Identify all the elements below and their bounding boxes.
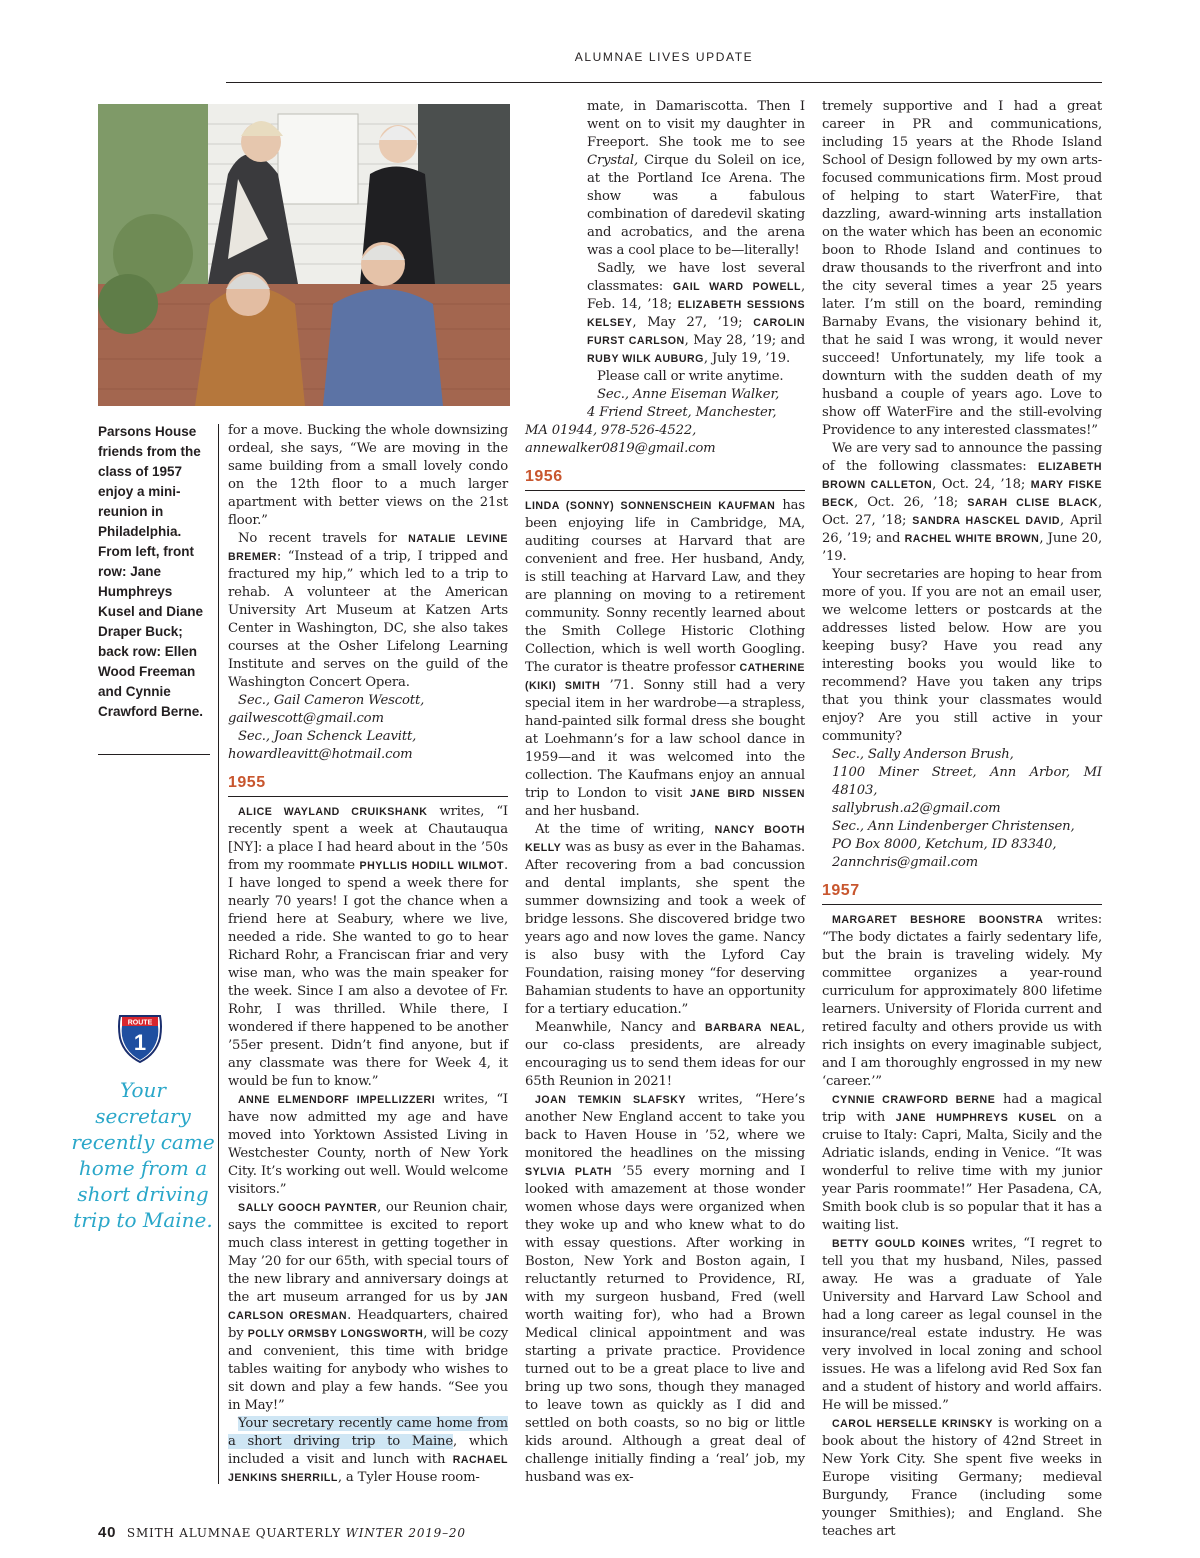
secretary-contact: Sec., Sally Anderson Brush, bbox=[832, 747, 1014, 762]
classmate-name: JANE HUMPHREYS KUSEL bbox=[895, 1112, 1057, 1124]
secretary-email: howardleavitt@hotmail.com bbox=[228, 747, 413, 762]
column-3 bbox=[822, 98, 1102, 1541]
secretary-contact: Sec., Anne Eiseman Walker, bbox=[597, 387, 780, 402]
secretary-address: MA 01944, 978-526-4522, bbox=[525, 423, 697, 438]
secretary-email: annewalker0819@gmail.com bbox=[525, 441, 716, 456]
classmate-name: CAROLIN FURST CARLSON bbox=[587, 317, 805, 347]
paragraph: CAROL HERSELLE KRINSKY is working on a book about the history of 42nd Street in New York City. She spent five weeks in Europe visiting Germany; medieval Burgundy, France (including some younger Smithies); and England. She teaches art bbox=[822, 1416, 1102, 1539]
classmate-name: SARAH CLISE BLACK bbox=[967, 497, 1098, 509]
secretary-email: sallybrush.a2@gmail.com bbox=[832, 801, 1001, 816]
column-2 bbox=[525, 98, 805, 1487]
paragraph: ALICE WAYLAND CRUIKSHANK writes, “I recently spent a week at Chautauqua [NY]: a place I had heard about in the ’50s from my roommate PHYLLIS HODILL WILMOT. I have longed to spend a week there for nearly 70 years! I got the chance when a friend here at Seabury, where we live, needed a ride. She wanted to go to hear Richard Rohr, a Franciscan friar and very wise man, who was the main speaker for the week. Since I am also a devotee of Fr. Rohr, I was thrilled. While there, I wondered if there happened to be another ’55er present. Didn’t find anyone, but if any classmate was there for Week 4, it would be fun to know.” bbox=[228, 804, 508, 1089]
paragraph: ANNE ELMENDORF IMPELLIZZERI writes, “I have now admitted my age and have moved into Yorktown Assisted Living in Westchester County, north of New York City. It’s working out well. Would welcome visitors.” bbox=[228, 1092, 508, 1197]
issue-label: WINTER 2019–20 bbox=[345, 1526, 466, 1540]
paragraph: Your secretary recently came home from a short driving trip to Maine, which included a visit and lunch with RACHAEL JENKINS SHERRILL, a Tyler House room- bbox=[228, 1416, 508, 1485]
classmate-name: CATHERINE (KIKI) SMITH bbox=[525, 662, 805, 692]
classmate-name: JAN CARLSON ORESMAN bbox=[228, 1292, 508, 1322]
class-year-heading: 1956 bbox=[525, 466, 805, 491]
secretary-email: 2annchris@gmail.com bbox=[832, 855, 979, 870]
reunion-photo bbox=[98, 104, 510, 406]
classmate-name: BARBARA NEAL bbox=[704, 1022, 801, 1034]
paragraph: MARGARET BESHORE BOONSTRA writes: “The body dictates a fairly sedentary life, but the brain is traveling widely. My committee organizes a year-round curriculum for approximately 800 lifetime learners. University of Florida current and retired faculty and others provide us with rich insights on every imaginable subject, and I am thoroughly engrossed in my new ‘career.’” bbox=[822, 912, 1102, 1089]
header-rule bbox=[226, 82, 1102, 83]
class-year-heading: 1957 bbox=[822, 880, 1102, 905]
paragraph: At the time of writing, NANCY BOOTH KELLY was as busy as ever in the Bahamas. After recovering from a bad concussion and dental implants, she spent the summer downsizing and took a week of bridge lessons. She discovered bridge two years ago and now loves the game. Nancy is also busy with the Lyford Cay Foundation, raising money “for deserving Bahamian students to have an opportunity for a tertiary education.” bbox=[525, 822, 805, 1017]
magazine-title: SMITH ALUMNAE QUARTERLY bbox=[126, 1526, 341, 1540]
caption-rule bbox=[98, 754, 210, 755]
secretary-address: 4 Friend Street, Manchester, bbox=[587, 405, 777, 420]
column-divider bbox=[218, 424, 219, 1484]
paragraph: BETTY GOULD KOINES writes, “I regret to tell you that my husband, Niles, passed away. He was a graduate of Yale University and Harvard Law School and had a long career as legal counsel in the insurance/real estate industry. He was very involved in local zoning and school issues. He was a lifelong avid Red Sox fan and a student of history and world affairs. He will be missed.” bbox=[822, 1236, 1102, 1413]
column-1 bbox=[228, 422, 508, 1487]
classmate-name: ELIZABETH BROWN CALLETON bbox=[822, 461, 1102, 491]
paragraph: No recent travels for NATALIE LEVINE BREMER: “Instead of a trip, I tripped and fractured my hip,” which led to a trip to rehab. A volunteer at the American University Art Museum at Katzen Arts Center in Washington, DC, she also takes courses at the Osher Lifelong Learning Institute and serves on the guild of the Washington Concert Opera. bbox=[228, 531, 508, 690]
route-1-sign-icon bbox=[116, 1012, 164, 1064]
classmate-name: RUBY WILK AUBURG bbox=[587, 353, 704, 365]
paragraph: Please call or write anytime. bbox=[597, 369, 784, 384]
class-year-heading: 1955 bbox=[228, 772, 508, 797]
classmate-name: CAROL HERSELLE KRINSKY bbox=[832, 1418, 993, 1430]
classmate-name: BETTY GOULD KOINES bbox=[832, 1238, 966, 1250]
classmate-name: SYLVIA PLATH bbox=[525, 1166, 612, 1178]
secretary-email: gailwescott@gmail.com bbox=[228, 711, 384, 726]
secretary-contact: Sec., Joan Schenck Leavitt, bbox=[238, 729, 417, 744]
classmate-name: POLLY ORMSBY LONGSWORTH bbox=[247, 1328, 424, 1340]
secretary-address: 1100 Miner Street, Ann Arbor, MI 48103, bbox=[832, 765, 1102, 798]
photo-illustration bbox=[98, 104, 510, 406]
paragraph: JOAN TEMKIN SLAFSKY writes, “Here’s another New England accent to take you back to Haven House in ’52, where we monitored the headlines on the missing SYLVIA PLATH ’55 every morning and I looked with amazement at those wonder women whose days were organized when they woke up and who knew what to do with essay questions. After working in Boston, New York and Boston again, I reluctantly returned to Providence, RI, with my surgeon husband, Fred (well worth waiting for), who had a Brown Medical clinical appointment and was starting a private practice. Providence turned out to be a great place to live and bring up two sons, though they managed to leave town as quickly as I did and settled on both coasts, so no big or little kids around. Although a great deal of challenge initially finding a ‘real’ job, my husband was ex- bbox=[525, 1092, 805, 1485]
paragraph: LINDA (SONNY) SONNENSCHEIN KAUFMAN has been enjoying life in Cambridge, MA, auditing courses at Harvard that are convenient and free. Her husband, Andy, is still teaching at Harvard Law, and they are planning on moving to a retirement community. Sonny recently learned about the Smith College Historic Clothing Collection, which is well worth Googling. The curator is theatre professor CATHERINE (KIKI) SMITH ’71. Sonny still had a very special item in her wardrobe—a strapless, hand-painted silk formal dress she bought at Loehmann’s for a law school dance in 1959—and it was welcomed into the collection. The Kaufmans enjoy an annual trip to London to visit JANE BIRD NISSEN and her husband. bbox=[525, 498, 805, 819]
classmate-name: SALLY GOOCH PAYNTER bbox=[238, 1202, 378, 1214]
classmate-name: ALICE WAYLAND CRUIKSHANK bbox=[238, 806, 428, 818]
route-sign-label: ROUTE bbox=[127, 1019, 153, 1027]
classmate-name: CYNNIE CRAWFORD BERNE bbox=[832, 1094, 996, 1106]
page-number: 40 bbox=[98, 1524, 117, 1541]
classmate-name: GAIL WARD POWELL bbox=[672, 281, 801, 293]
paragraph: We are very sad to announce the passing of the following classmates: ELIZABETH BROWN CALLETON, Oct. 24, ’18; MARY FISKE BECK, Oct. 26, ’18; SARAH CLISE BLACK, Oct. 27, ’18; SANDRA HASCKEL DAVID, April 26, ’19; and RACHEL WHITE BROWN, June 20, ’19. bbox=[822, 441, 1103, 564]
classmate-name: JANE BIRD NISSEN bbox=[689, 788, 805, 800]
paragraph: Your secretaries are hoping to hear from more of you. If you are not an email user, we welcome letters or postcards at the addresses listed below. How are you keeping busy? Have you read any interesting books you would like to recommend? Have you taken any trips that you think your classmates would enjoy? Are you still active in your community? bbox=[822, 567, 1102, 744]
paragraph: Sadly, we have lost several classmates: GAIL WARD POWELL, Feb. 14, ’18; ELIZABETH SESSIONS KELSEY, May 27, ’19; CAROLIN FURST CARLSON, May 28, ’19; and RUBY WILK AUBURG, July 19, ’19. bbox=[587, 261, 806, 366]
classmate-name: ELIZABETH SESSIONS KELSEY bbox=[587, 299, 806, 329]
classmate-name: NATALIE LEVINE BREMER bbox=[228, 533, 508, 563]
pull-quote: Your secretary recently came home from a short driving trip to Maine. bbox=[71, 1078, 215, 1232]
classmate-name: PHYLLIS HODILL WILMOT bbox=[359, 860, 504, 872]
paragraph: for a move. Bucking the whole downsizing ordeal, she says, “We are moving in the same building from a small lovely condo on the 12th floor to a much larger apartment with better views on the 21st floor.” bbox=[228, 423, 508, 528]
classmate-name: RACHEL WHITE BROWN bbox=[904, 533, 1040, 545]
highlighted-text[interactable]: Your secretary recently came home from a short driving trip to Maine bbox=[228, 1416, 508, 1449]
route-sign-number: 1 bbox=[133, 1030, 147, 1055]
secretary-address: PO Box 8000, Ketchum, ID 83340, bbox=[832, 837, 1057, 852]
paragraph: mate, in Damariscotta. Then I went on to visit my daughter in Freeport. She took me to see Crystal, Cirque du Soleil on ice, at the Portland Ice Arena. The show was a fabulous combination of daredevil skating and acrobatics, and the arena was a cool place to be—literally! bbox=[587, 99, 805, 258]
paragraph: CYNNIE CRAWFORD BERNE had a magical trip with JANE HUMPHREYS KUSEL on a cruise to Italy: Capri, Malta, Sicily and the Adriatic islands, ending in Venice. “It was wonderful to relive time with my junior year Paris roommate!” Her Pasadena, CA, Smith book club is so popular that it has a waiting list. bbox=[822, 1092, 1102, 1233]
classmate-name: SANDRA HASCKEL DAVID bbox=[912, 515, 1061, 527]
paragraph: SALLY GOOCH PAYNTER, our Reunion chair, says the committee is excited to report much class interest in getting together in May ’20 for our 65th, with special tours of the new library and anniversary doings at the art museum arranged for us by JAN CARLSON ORESMAN. Headquarters, chaired by POLLY ORMSBY LONGSWORTH, will be cozy and convenient, this time with bridge tables waiting for anybody who wishes to sit down and play a few hands. “See you in May!” bbox=[228, 1200, 508, 1413]
classmate-name: MARY FISKE BECK bbox=[822, 479, 1103, 509]
classmate-name: MARGARET BESHORE BOONSTRA bbox=[832, 914, 1044, 926]
classmate-name: LINDA (SONNY) SONNENSCHEIN KAUFMAN bbox=[525, 500, 776, 512]
secretary-contact: Sec., Gail Cameron Wescott, bbox=[238, 693, 425, 708]
photo-caption: Parsons House friends from the class of 1957 enjoy a mini-reunion in Philadelphia. From left, front row: Jane Humphreys Kusel and Diane Draper Buck; back row: Ellen Wood Freeman and Cynnie Crawford Berne. bbox=[98, 424, 204, 719]
classmate-name: RACHAEL JENKINS SHERRILL bbox=[228, 1454, 508, 1484]
classmate-name: JOAN TEMKIN SLAFSKY bbox=[535, 1094, 686, 1106]
paragraph: tremely supportive and I had a great career in PR and communications, including 15 years at the Rhode Island School of Design followed by my own arts-focused communications firm. Most proud of helping to start WaterFire, that dazzling, award-winning arts installation on the water which has been an economic boon to Rhode Island and continues to draw thousands to the riverfront and into the city several times a year 25 years later. I’m still on the board, reminding Barnaby Evans, the visionary behind it, that he said I was wrong, it would never succeed! Unfortunately, my life took a downturn with the sudden death of my husband a couple of years ago. Love to show off WaterFire and the still-evolving Providence to any interested classmates!” bbox=[822, 99, 1102, 438]
classmate-name: NANCY BOOTH KELLY bbox=[525, 824, 805, 854]
section-header: ALUMNAE LIVES UPDATE bbox=[574, 50, 754, 64]
page-footer bbox=[98, 1524, 466, 1541]
classmate-name: ANNE ELMENDORF IMPELLIZZERI bbox=[238, 1094, 436, 1106]
paragraph: Meanwhile, Nancy and BARBARA NEAL, our co-class presidents, are already encouraging us to send them ideas for our 65th Reunion in 2021! bbox=[525, 1020, 805, 1089]
secretary-contact: Sec., Ann Lindenberger Christensen, bbox=[832, 819, 1075, 834]
